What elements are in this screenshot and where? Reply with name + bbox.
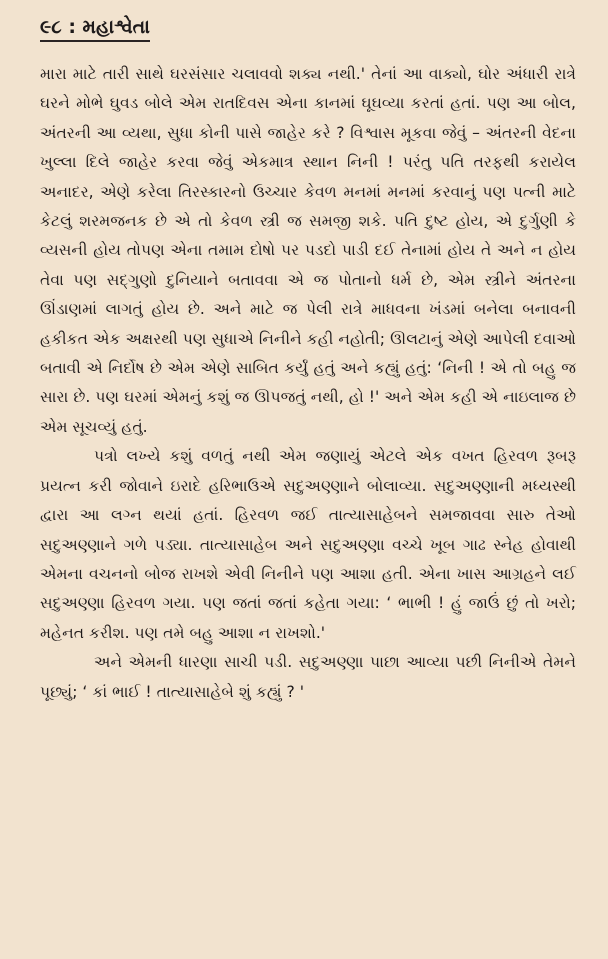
paragraph-1: મારા માટે તારી સાથે ઘરસંસાર ચલાવવો શક્ય નથી.' તેનાં આ વાક્યો, ઘોર અંધારી રાત્રે ઘરને મોભે ઘુવડ બોલે એમ રાતદિવસ એના કાનમાં ઘૂઘવ્યા કરતાં હતાં. પણ આ બોલ, અંતરની આ વ્યથા, સુધા કોની પાસે જાહેર કરે ? વિશ્વાસ મૂકવા જેવું – અંતરની વેદના ખુલ્લા દિલે જાહેર કરવા જેવું એકમાત્ર સ્થાન નિની ! પરંતુ પતિ તરફથી કરાયેલ અનાદર, એણે કરેલા તિરસ્કારનો ઉચ્ચાર કેવળ મનમાં મનમાં કરવાનું પણ પત્ની માટે કેટલું શરમજનક છે એ તો કેવળ સ્ત્રી જ સમજી શકે. પતિ દુષ્ટ હોય, એ દુર્ગુણી કે વ્યસની હોય તોપણ એના તમામ દોષો પર પડદો પાડી દઈ તેનામાં હોય તે અને ન હોય તેવા પણ સદ્ગુણો દુનિયાને બતાવવા એ જ પોતાનો ધર્મ છે, એમ સ્ત્રીને અંતરના ઊંડાણમાં લાગતું હોય છે. અને માટે જ પેલી રાત્રે માધવના ખંડમાં બનેલા બનાવની હકીકત એક અક્ષરથી પણ સુધાએ નિનીને કહી નહોતી; ઊલટાનું એણે આપેલી દવાઓ બતાવી એ નિર્દોષ છે એમ એણે સાબિત કર્યું હતું અને કહ્યું હતું: ‘નિની ! એ તો બહુ જ સારા છે. પણ ઘરમાં એમનું કશું જ ઊપજતું નથી, હો !' અને એમ કહી એ નાઇલાજ છે એમ સૂચવ્યું હતું. bbox=[40, 65, 576, 436]
running-head: ૯૮ : મહાશ્વેતા bbox=[40, 16, 150, 42]
page-body bbox=[40, 60, 576, 707]
paragraph-3: અને એમની ધારણા સાચી પડી. સદુઅણ્ણા પાછા આવ્યા પછી નિનીએ તેમને પૂછ્યું; ‘ કાં ભાઈ ! તાત્યાસાહેબે શું કહ્યું ? ' bbox=[40, 653, 576, 701]
paragraph-2: પત્રો લખ્યે કશું વળતું નથી એમ જણાયું એટલે એક વખત હિરવળ રૂબરૂ પ્રયત્ન કરી જોવાને ઇરાદે હરિભાઉએ સદુઅણ્ણાને બોલાવ્યા. સદુઅણ્ણાની મધ્યસ્થી દ્વારા આ લગ્ન થયાં હતાં. હિરવળ જઈ તાત્યાસાહેબને સમજાવવા સારુ તેઓ સદુઅણ્ણાને ગળે પડ્યા. તાત્યાસાહેબ અને સદુઅણ્ણા વચ્ચે ખૂબ ગાઢ સ્નેહ હોવાથી એમના વચનનો બોજ રાખશે એવી નિનીને પણ આશા હતી. એના ખાસ આગ્રહને લઈ સદુઅણ્ણા હિરવળ ગયા. પણ જતાં જતાં કહેતા ગયા: ‘ ભાભી ! હું જાઉં છું તો ખરો; મહેનત કરીશ. પણ તમે બહુ આશા ન રાખશો.' bbox=[40, 447, 576, 642]
